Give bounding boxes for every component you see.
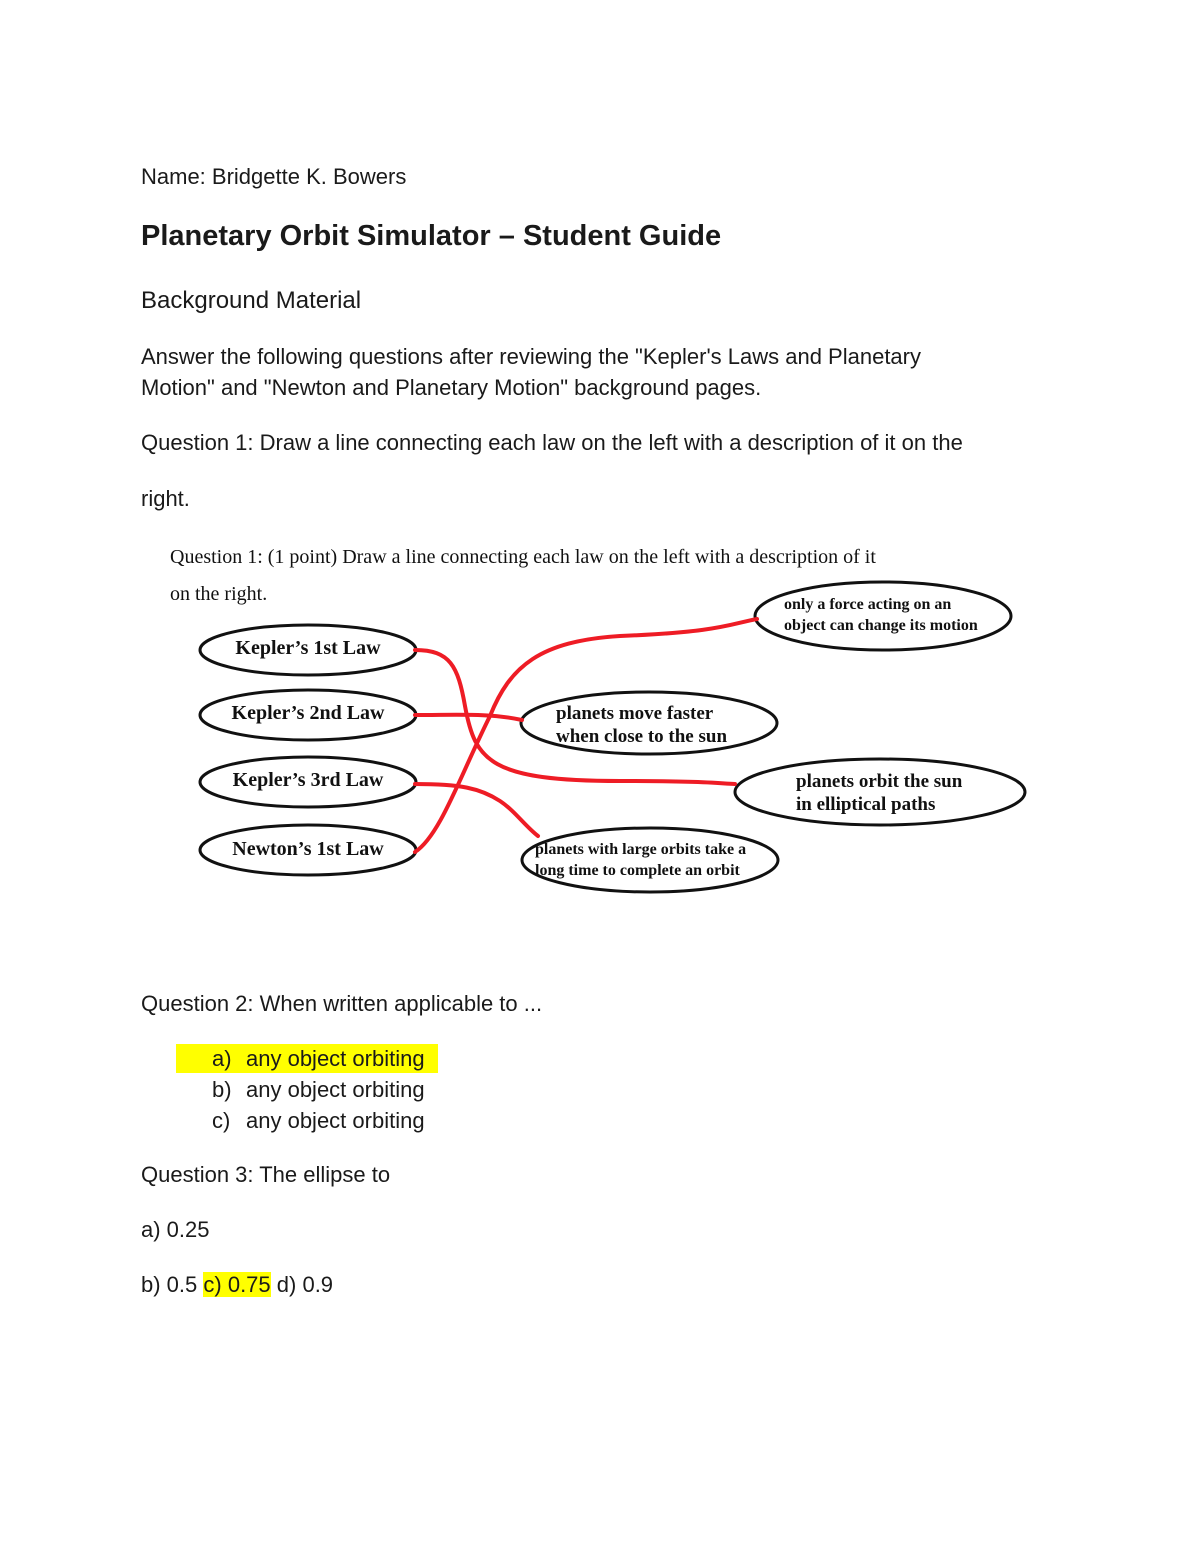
law-label-kepler-1: Kepler’s 1st Law — [235, 637, 381, 659]
question-3-option-d: d) 0.9 — [276, 1272, 334, 1297]
question-3-options-bcd — [141, 1272, 333, 1298]
section-heading: Background Material — [141, 287, 362, 314]
student-name: Name: Bridgette K. Bowers — [141, 164, 407, 189]
option-c-marker: c) — [212, 1108, 231, 1133]
desc-label-elliptical — [796, 770, 962, 816]
option-b-text: any object orbiting — [246, 1077, 425, 1102]
question-1-line-1: Question 1: Draw a line connecting each law on the left with a description of it on the — [141, 430, 963, 455]
matching-figure — [160, 536, 1040, 916]
figure-caption-line-1: Question 1: (1 point) Draw a line connecting each law on the left with a description of it — [170, 546, 876, 568]
law-label-kepler-3: Kepler’s 3rd Law — [232, 769, 384, 791]
option-b-marker: b) — [212, 1077, 232, 1102]
desc-4-line-1: planets with large orbits take a — [535, 841, 747, 858]
law-label-newton-1: Newton’s 1st Law — [232, 838, 384, 860]
question-2-option-b — [212, 1077, 425, 1103]
option-a-text: any object orbiting — [246, 1046, 425, 1071]
desc-label-faster — [556, 702, 727, 748]
option-a-marker: a) — [212, 1046, 232, 1071]
question-3-option-b: b) 0.5 — [141, 1272, 198, 1297]
question-3-option-c: c) 0.75 — [203, 1272, 271, 1297]
desc-2-line-1: planets move faster — [556, 703, 714, 724]
desc-2-line-2: when close to the sun — [556, 726, 728, 747]
desc-label-force — [784, 594, 978, 636]
desc-label-large-orbits — [535, 839, 746, 881]
question-3-prompt: Question 3: The ellipse to — [141, 1162, 391, 1187]
intro-line-2: Motion" and "Newton and Planetary Motion" background pages. — [141, 375, 762, 400]
desc-1-line-2: object can change its motion — [784, 617, 978, 634]
desc-3-line-1: planets orbit the sun — [796, 771, 963, 792]
question-2-option-c — [212, 1108, 425, 1134]
intro-line-1: Answer the following questions after reviewing the "Kepler's Laws and Planetary — [141, 344, 921, 369]
question-2-prompt: Question 2: When written applicable to ... — [141, 991, 543, 1016]
option-c-text: any object orbiting — [246, 1108, 425, 1133]
desc-3-line-2: in elliptical paths — [796, 794, 936, 815]
question-3-option-a: a) 0.25 — [141, 1217, 210, 1242]
question-2-option-a — [212, 1046, 425, 1072]
desc-1-line-1: only a force acting on an — [784, 596, 952, 613]
desc-4-line-2: long time to complete an orbit — [535, 862, 740, 879]
page-title: Planetary Orbit Simulator – Student Guide — [141, 220, 722, 252]
figure-caption-line-2: on the right. — [170, 583, 268, 605]
question-1-line-2: right. — [141, 486, 190, 511]
law-label-kepler-2: Kepler’s 2nd Law — [231, 702, 385, 724]
